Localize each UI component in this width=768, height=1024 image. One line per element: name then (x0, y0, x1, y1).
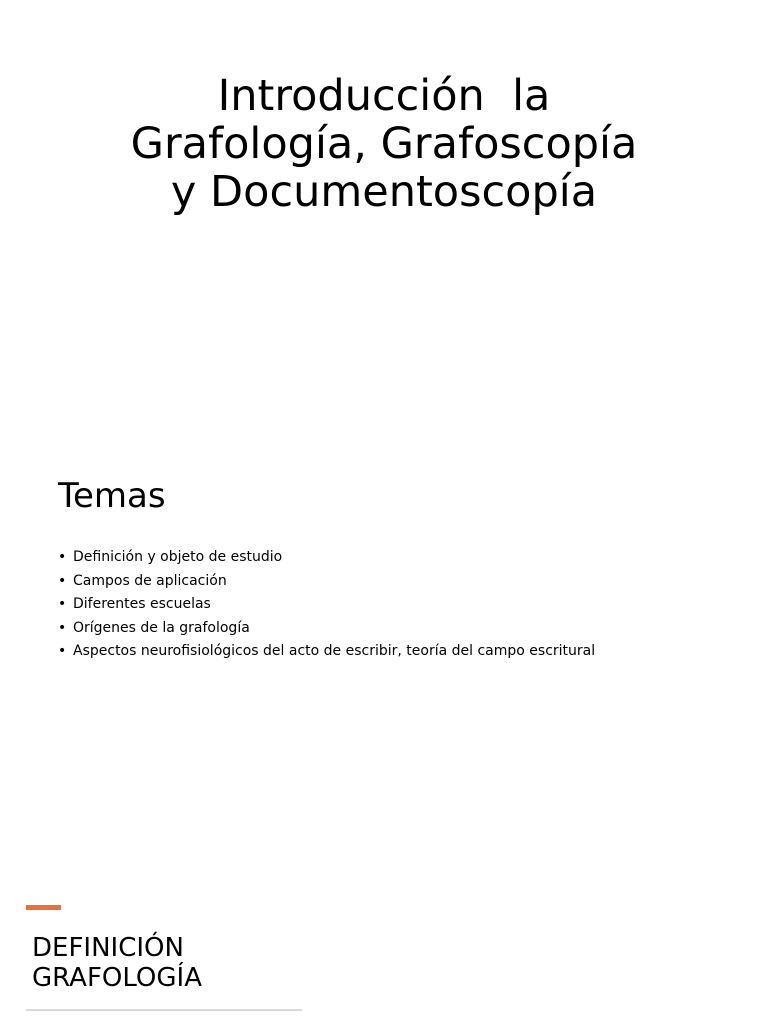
topic-item: • Orígenes de la grafología (58, 617, 595, 641)
title-line: y Documentoscopía (170, 167, 598, 217)
accent-bar (26, 905, 61, 910)
topic-item: • Campos de aplicación (58, 570, 595, 594)
title-line: Grafología, Grafoscopía (130, 119, 638, 169)
topic-item: • Diferentes escuelas (58, 593, 595, 617)
section-heading-line: DEFINICIÓN (32, 933, 184, 963)
section-divider (26, 1009, 302, 1011)
title-line: Introducción la (217, 71, 551, 121)
topic-item: • Definición y objeto de estudio (58, 546, 595, 570)
section-heading-line: GRAFOLOGÍA (32, 963, 202, 993)
topics-heading: Temas (58, 476, 166, 516)
section-heading (32, 933, 202, 993)
presentation-title (0, 72, 768, 216)
topic-item: • Aspectos neurofisiológicos del acto de escribir, teoría del campo escritural (58, 640, 595, 664)
topics-list (58, 546, 595, 664)
